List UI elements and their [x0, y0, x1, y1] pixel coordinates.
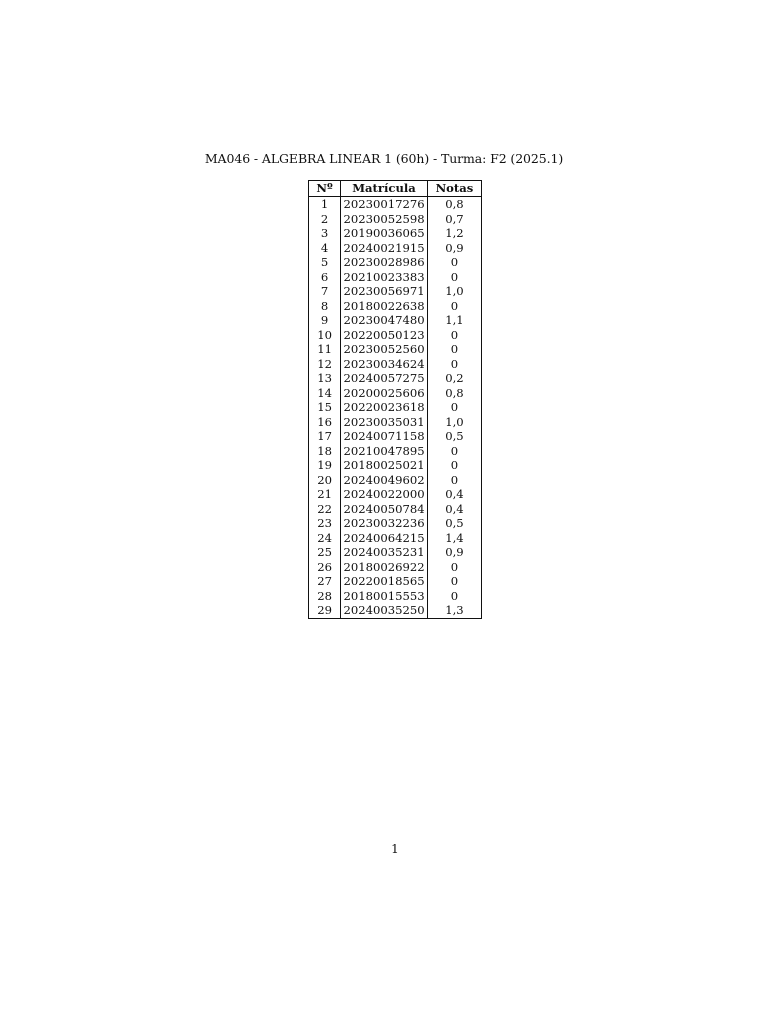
table-row [309, 487, 482, 502]
registration-cell: 20230052560 [341, 342, 428, 357]
table-row [309, 284, 482, 299]
table-row [309, 516, 482, 531]
table-row [309, 603, 482, 618]
row-number-cell: 2 [309, 212, 341, 227]
grade-cell: 0,8 [427, 386, 481, 401]
table-row [309, 473, 482, 488]
row-number-cell: 9 [309, 313, 341, 328]
grade-cell: 0 [427, 342, 481, 357]
table-row [309, 574, 482, 589]
registration-cell: 20230056971 [341, 284, 428, 299]
grade-cell: 0,2 [427, 371, 481, 386]
registration-cell: 20230017276 [341, 197, 428, 212]
grade-cell: 0 [427, 458, 481, 473]
grade-cell: 0 [427, 473, 481, 488]
registration-cell: 20220023618 [341, 400, 428, 415]
row-number-cell: 10 [309, 328, 341, 343]
grade-cell: 1,1 [427, 313, 481, 328]
grade-cell: 0 [427, 560, 481, 575]
table-row [309, 241, 482, 256]
grade-cell: 0 [427, 328, 481, 343]
row-number-cell: 7 [309, 284, 341, 299]
table-row [309, 458, 482, 473]
registration-cell: 20230034624 [341, 357, 428, 372]
table-row [309, 415, 482, 430]
table-row [309, 226, 482, 241]
registration-cell: 20240021915 [341, 241, 428, 256]
registration-cell: 20230028986 [341, 255, 428, 270]
table-row [309, 357, 482, 372]
row-number-cell: 24 [309, 531, 341, 546]
registration-cell: 20240064215 [341, 531, 428, 546]
row-number-cell: 18 [309, 444, 341, 459]
grade-cell: 1,0 [427, 415, 481, 430]
grade-cell: 0,8 [427, 197, 481, 212]
grades-table [308, 180, 482, 619]
table-row [309, 255, 482, 270]
table-row [309, 502, 482, 517]
grade-cell: 0 [427, 255, 481, 270]
row-number-cell: 26 [309, 560, 341, 575]
row-number-cell: 23 [309, 516, 341, 531]
table-row [309, 371, 482, 386]
table-body [309, 197, 482, 619]
grade-cell: 0 [427, 400, 481, 415]
table-row [309, 560, 482, 575]
page-number: 1 [391, 842, 399, 856]
row-number-cell: 22 [309, 502, 341, 517]
registration-cell: 20230032236 [341, 516, 428, 531]
grade-cell: 0 [427, 299, 481, 314]
table-row [309, 270, 482, 285]
registration-cell: 20240057275 [341, 371, 428, 386]
header-number: Nº [309, 181, 341, 197]
row-number-cell: 15 [309, 400, 341, 415]
table-row [309, 342, 482, 357]
row-number-cell: 3 [309, 226, 341, 241]
table-row [309, 545, 482, 560]
registration-cell: 20230047480 [341, 313, 428, 328]
grade-cell: 0 [427, 444, 481, 459]
registration-cell: 20240035250 [341, 603, 428, 618]
row-number-cell: 19 [309, 458, 341, 473]
table-row [309, 328, 482, 343]
row-number-cell: 28 [309, 589, 341, 604]
registration-cell: 20180015553 [341, 589, 428, 604]
row-number-cell: 29 [309, 603, 341, 618]
registration-cell: 20220018565 [341, 574, 428, 589]
table-row [309, 429, 482, 444]
registration-cell: 20180026922 [341, 560, 428, 575]
registration-cell: 20240071158 [341, 429, 428, 444]
grade-cell: 0,4 [427, 487, 481, 502]
grade-cell: 0,7 [427, 212, 481, 227]
table-row [309, 386, 482, 401]
header-registration: Matrícula [341, 181, 428, 197]
table-row [309, 197, 482, 212]
grade-cell: 1,4 [427, 531, 481, 546]
grade-cell: 1,3 [427, 603, 481, 618]
row-number-cell: 27 [309, 574, 341, 589]
header-grades: Notas [427, 181, 481, 197]
registration-cell: 20240049602 [341, 473, 428, 488]
grade-cell: 0 [427, 574, 481, 589]
table-row [309, 589, 482, 604]
table-row [309, 531, 482, 546]
grade-cell: 0,5 [427, 429, 481, 444]
grade-cell: 0,5 [427, 516, 481, 531]
table-header-row [309, 181, 482, 197]
row-number-cell: 4 [309, 241, 341, 256]
row-number-cell: 20 [309, 473, 341, 488]
grade-cell: 0 [427, 270, 481, 285]
table-row [309, 299, 482, 314]
registration-cell: 20230035031 [341, 415, 428, 430]
row-number-cell: 17 [309, 429, 341, 444]
registration-cell: 20220050123 [341, 328, 428, 343]
grade-cell: 0,9 [427, 241, 481, 256]
row-number-cell: 25 [309, 545, 341, 560]
document-title: MA046 - ALGEBRA LINEAR 1 (60h) - Turma: F2 (2025.1) [204, 151, 564, 166]
row-number-cell: 16 [309, 415, 341, 430]
grade-cell: 0 [427, 589, 481, 604]
row-number-cell: 13 [309, 371, 341, 386]
grade-cell: 0,4 [427, 502, 481, 517]
registration-cell: 20180025021 [341, 458, 428, 473]
registration-cell: 20210023383 [341, 270, 428, 285]
registration-cell: 20240050784 [341, 502, 428, 517]
row-number-cell: 21 [309, 487, 341, 502]
registration-cell: 20240035231 [341, 545, 428, 560]
row-number-cell: 6 [309, 270, 341, 285]
row-number-cell: 12 [309, 357, 341, 372]
registration-cell: 20240022000 [341, 487, 428, 502]
table-row [309, 212, 482, 227]
row-number-cell: 11 [309, 342, 341, 357]
grade-cell: 1,2 [427, 226, 481, 241]
row-number-cell: 1 [309, 197, 341, 212]
row-number-cell: 8 [309, 299, 341, 314]
table-row [309, 444, 482, 459]
grade-cell: 0,9 [427, 545, 481, 560]
row-number-cell: 5 [309, 255, 341, 270]
table-row [309, 400, 482, 415]
table-row [309, 313, 482, 328]
grade-cell: 1,0 [427, 284, 481, 299]
registration-cell: 20230052598 [341, 212, 428, 227]
grade-cell: 0 [427, 357, 481, 372]
registration-cell: 20210047895 [341, 444, 428, 459]
row-number-cell: 14 [309, 386, 341, 401]
registration-cell: 20190036065 [341, 226, 428, 241]
registration-cell: 20180022638 [341, 299, 428, 314]
registration-cell: 20200025606 [341, 386, 428, 401]
